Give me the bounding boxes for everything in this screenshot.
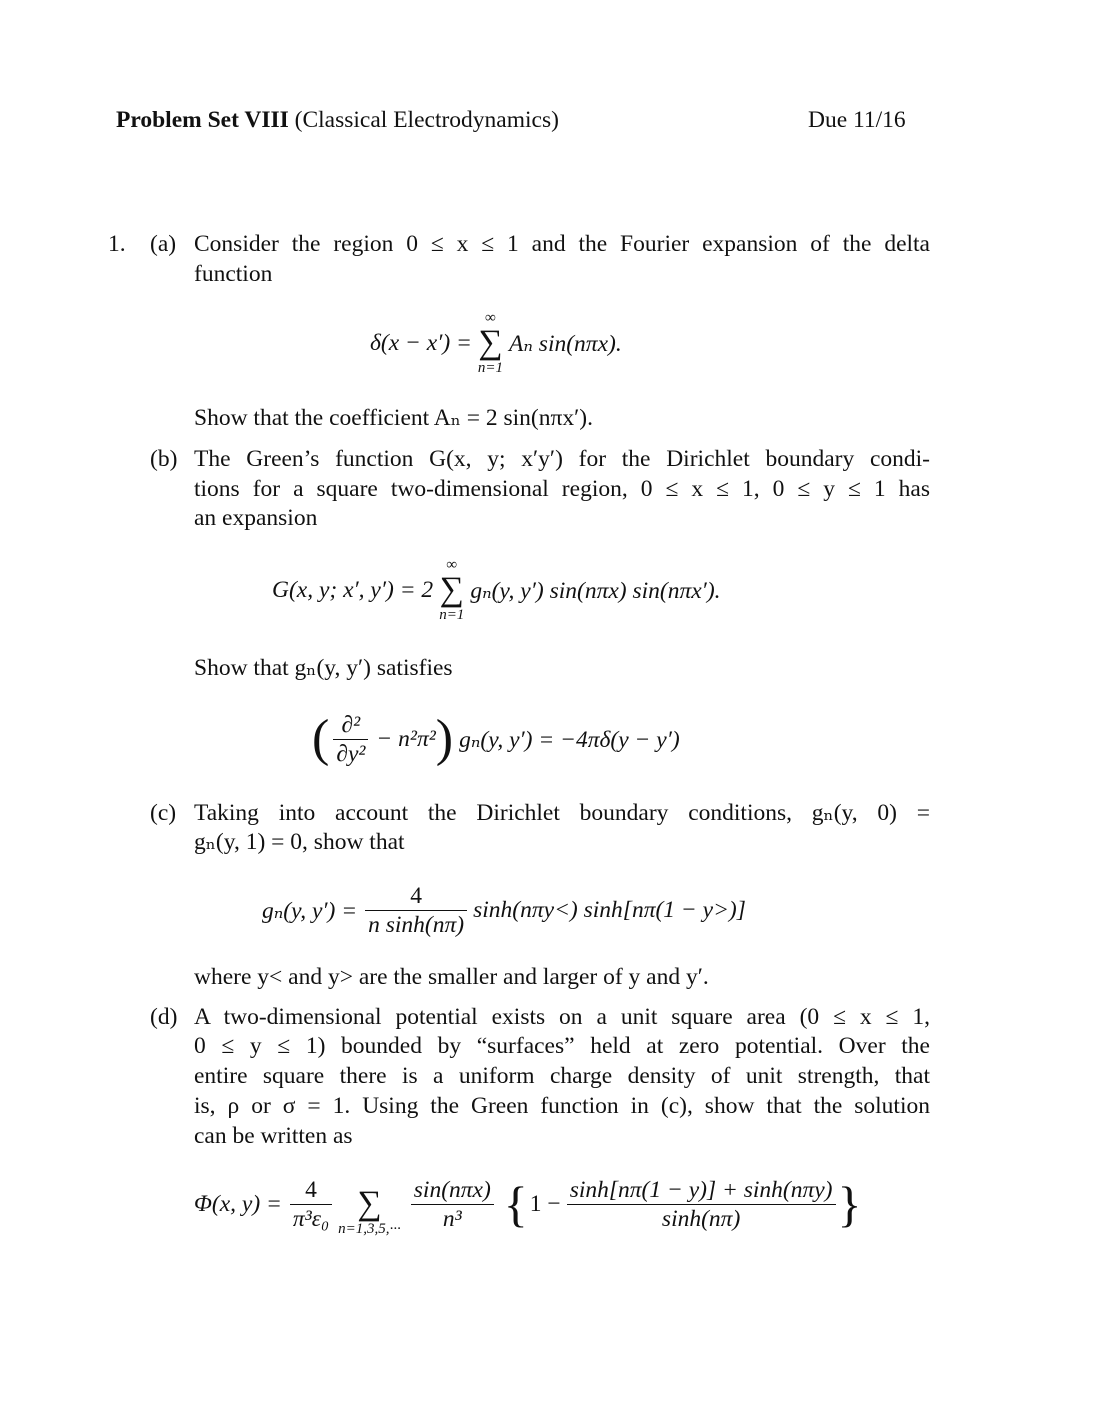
equation-delta-expansion	[370, 305, 622, 381]
coeff-fraction	[365, 882, 467, 939]
part-b-line2: tions for a square two-dimensional region, 0 ≤ x ≤ 1, 0 ≤ y ≤ 1 has	[194, 476, 930, 502]
sigma-symbol: ∑	[357, 1185, 382, 1222]
sum-lower: n=1	[439, 607, 465, 623]
part-b-show: Show that gₙ(y, y′) satisfies	[194, 655, 453, 681]
header-title	[116, 106, 559, 136]
eq-lhs: gₙ(y, y′) =	[262, 897, 358, 924]
one-minus: 1 −	[529, 1190, 561, 1217]
frac-num: 4	[305, 1176, 317, 1203]
sinh-fraction	[567, 1176, 836, 1233]
part-b-label: (b)	[150, 446, 178, 472]
part-d-line1: A two-dimensional potential exists on a unit square area (0 ≤ x ≤ 1,	[194, 1004, 930, 1030]
part-c-label: (c)	[150, 800, 177, 826]
equation-gn-ode	[312, 702, 680, 776]
equation-green-expansion	[272, 552, 721, 628]
sigma-symbol: ∑	[439, 571, 464, 608]
part-a-line1: Consider the region 0 ≤ x ≤ 1 and the Fourier expansion of the delta	[194, 231, 930, 257]
left-brace: {	[503, 1176, 528, 1232]
due-date: Due 11/16	[808, 107, 906, 133]
right-brace: }	[837, 1176, 862, 1232]
left-paren: (	[312, 710, 330, 767]
part-b-line1: The Green’s function G(x, y; x′y′) for the Dirichlet boundary condi-	[194, 446, 930, 472]
problem-number: 1.	[108, 231, 126, 257]
part-a-label: (a)	[150, 231, 177, 257]
frac-num: sin(nπx)	[413, 1176, 491, 1203]
summation	[478, 310, 503, 376]
sum-upper: ∞	[446, 557, 458, 573]
frac-num: ∂²	[341, 711, 361, 738]
problem-set-title: Problem Set VIII	[116, 107, 289, 133]
part-d-line5: can be written as	[194, 1123, 353, 1149]
eq-rhs: Aₙ sin(nπx).	[509, 330, 622, 357]
part-c-line1: Taking into account the Dirichlet boundary conditions, gₙ(y, 0) =	[194, 800, 930, 826]
partial-fraction	[333, 711, 368, 768]
frac-den: n sinh(nπ)	[365, 910, 467, 939]
equation-potential-solution	[194, 1166, 862, 1242]
part-d-label: (d)	[150, 1004, 178, 1030]
part-a-line2: function	[194, 261, 273, 287]
eq-lhs: G(x, y; x′, y′) = 2	[272, 576, 434, 603]
frac-num: 4	[410, 882, 422, 909]
summation	[338, 1171, 401, 1237]
summation	[439, 557, 464, 623]
part-c-line2: gₙ(y, 1) = 0, show that	[194, 829, 405, 855]
sum-lower: n=1	[477, 360, 504, 376]
part-c-where: where y< and y> are the smaller and larger of y and y′.	[194, 964, 709, 990]
sigma-symbol: ∑	[478, 324, 503, 361]
right-paren: )	[435, 710, 454, 767]
frac-den: n³	[411, 1204, 494, 1233]
frac-den: ∂y²	[333, 739, 368, 768]
course-name: (Classical Electrodynamics)	[294, 107, 559, 133]
part-d-line2: 0 ≤ y ≤ 1) bounded by “surfaces” held at zero potential. Over the	[194, 1033, 930, 1059]
sum-upper: ∞	[485, 310, 496, 326]
part-d-line4: is, ρ or σ = 1. Using the Green function in (c), show that the solution	[194, 1093, 930, 1119]
part-a-show: Show that the coefficient Aₙ = 2 sin(nπx′).	[194, 405, 593, 431]
sum-lower: n=1,3,5,···	[338, 1221, 401, 1237]
sine-fraction	[411, 1176, 494, 1233]
equation-gn-solution	[262, 876, 746, 944]
eq-lhs: Φ(x, y) =	[194, 1190, 282, 1217]
eq-rhs: sinh(nπy<) sinh[nπ(1 − y>)]	[473, 896, 746, 923]
part-b-line3: an expansion	[194, 505, 318, 531]
prefactor-fraction	[290, 1176, 332, 1233]
part-d-line3: entire square there is a uniform charge density of unit strength, that	[194, 1063, 930, 1089]
eq-mid: − n²π²	[376, 725, 436, 752]
eq-rhs: gₙ(y, y′) = −4πδ(y − y′)	[459, 726, 680, 753]
eq-rhs: gₙ(y, y′) sin(nπx) sin(nπx′).	[470, 577, 721, 604]
frac-den: sinh(nπ)	[567, 1204, 836, 1233]
frac-den: π³ε₀	[290, 1204, 332, 1233]
eq-lhs: δ(x − x′) =	[370, 329, 472, 356]
frac-num: sinh[nπ(1 − y)] + sinh(nπy)	[569, 1176, 833, 1203]
